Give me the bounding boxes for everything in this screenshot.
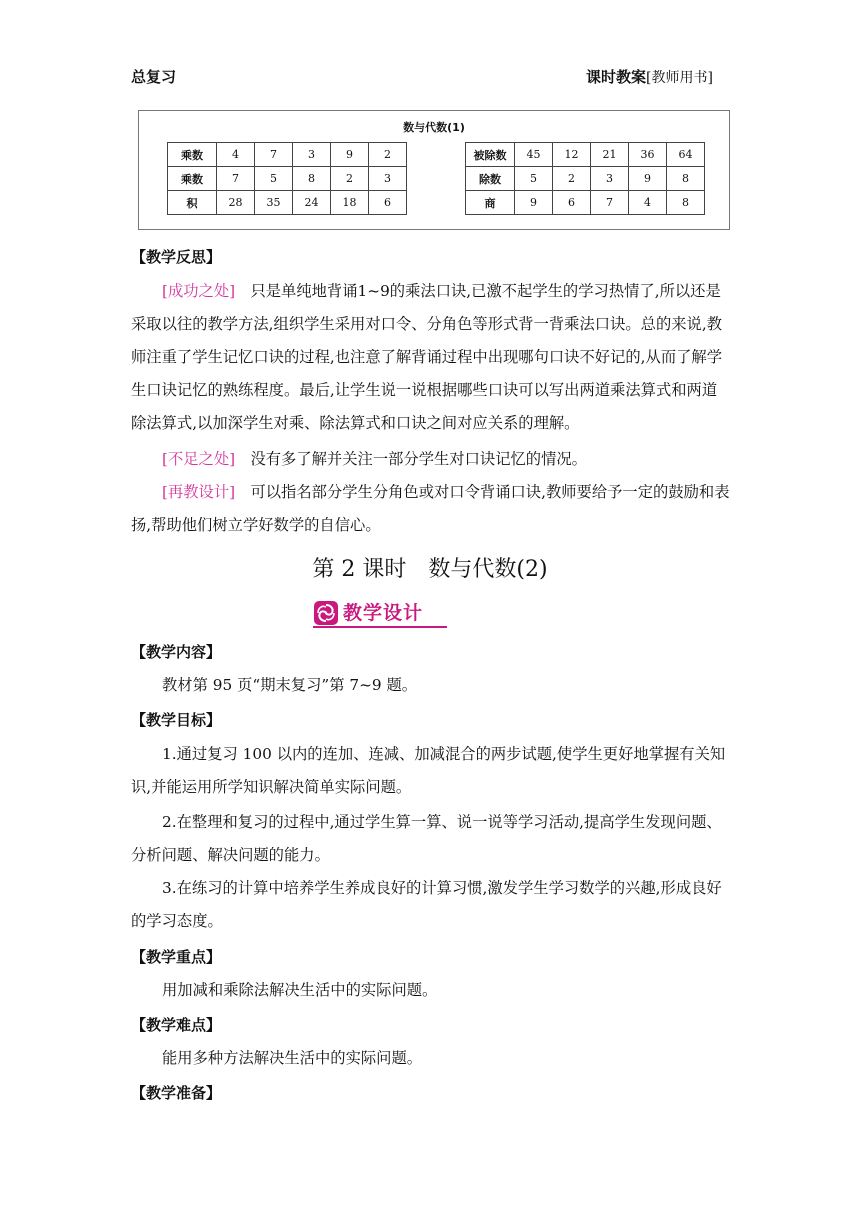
goal-item-3: 3.在练习的计算中培养学生养成良好的计算习惯,激发学生学习数学的兴趣,形成良好的学习态度。 bbox=[131, 879, 722, 930]
table-row bbox=[168, 191, 407, 215]
table-cell: 9 bbox=[331, 143, 369, 167]
table-cell: 8 bbox=[293, 167, 331, 191]
table-cell: 5 bbox=[255, 167, 293, 191]
table-row bbox=[168, 167, 407, 191]
header-book-name: 课时教案 bbox=[586, 68, 647, 86]
success-tag: [成功之处] bbox=[162, 282, 236, 300]
difficulty-text: 能用多种方法解决生活中的实际问题。 bbox=[162, 1049, 423, 1067]
swirl-icon bbox=[313, 600, 339, 626]
table-cell: 除数 bbox=[466, 167, 515, 191]
table-cell: 积 bbox=[168, 191, 217, 215]
table-cell: 18 bbox=[331, 191, 369, 215]
content-heading: 【教学内容】 bbox=[131, 643, 222, 661]
table-cell: 3 bbox=[293, 143, 331, 167]
key-point-text: 用加减和乘除法解决生活中的实际问题。 bbox=[162, 981, 438, 999]
table-cell: 8 bbox=[667, 191, 705, 215]
table-row bbox=[168, 143, 407, 167]
table-cell: 3 bbox=[369, 167, 407, 191]
multiplication-table bbox=[167, 142, 407, 215]
table-row bbox=[466, 143, 705, 167]
difficulty-heading: 【教学难点】 bbox=[131, 1016, 222, 1034]
table-row bbox=[466, 191, 705, 215]
table-cell: 28 bbox=[217, 191, 255, 215]
table-cell: 乘数 bbox=[168, 143, 217, 167]
table-cell: 6 bbox=[369, 191, 407, 215]
table-cell: 2 bbox=[553, 167, 591, 191]
figure-title: 数与代数(1) bbox=[403, 121, 465, 134]
shortfall-tag: [不足之处] bbox=[162, 450, 236, 468]
redesign-text: 可以指名部分学生分角色或对口令背诵口诀,教师要给予一定的鼓励和表扬,帮助他们树立学好数学的自信心。 bbox=[131, 483, 730, 534]
table-cell: 6 bbox=[553, 191, 591, 215]
figure-multiplication-division-tables bbox=[138, 110, 730, 230]
lesson-title: 第 2 课时 数与代数(2) bbox=[312, 557, 548, 582]
reflection-success-paragraph bbox=[131, 275, 731, 440]
shortfall-text: 没有多了解并关注一部分学生对口诀记忆的情况。 bbox=[250, 450, 587, 468]
table-cell: 7 bbox=[255, 143, 293, 167]
table-cell: 7 bbox=[591, 191, 629, 215]
table-cell: 45 bbox=[515, 143, 553, 167]
table-cell: 2 bbox=[369, 143, 407, 167]
success-text: 只是单纯地背诵1~9的乘法口诀,已激不起学生的学习热情了,所以还是采取以往的教学方法,组织学生采用对口令、分角色等形式背一背乘法口诀。总的来说,教师注重了学生记忆口诀的过程,也注意了解背诵过程中出现哪句口诀不好记的,从而了解学生口诀记忆的熟练程度。最后,让学生说一说根据哪些口诀可以写出两道乘法算式和两道除法算式,以加深学生对乘、除法算式和口诀之间对应关系的理解。 bbox=[131, 282, 723, 432]
table-cell: 2 bbox=[331, 167, 369, 191]
goals-heading: 【教学目标】 bbox=[131, 711, 222, 729]
table-cell: 被除数 bbox=[466, 143, 515, 167]
content-text: 教材第 95 页“期末复习”第 7~9 题。 bbox=[162, 676, 418, 694]
table-cell: 9 bbox=[515, 191, 553, 215]
table-cell: 9 bbox=[629, 167, 667, 191]
reflection-redesign-paragraph bbox=[131, 476, 731, 542]
reflection-shortfall-paragraph bbox=[131, 443, 731, 476]
division-table bbox=[465, 142, 705, 215]
table-cell: 4 bbox=[629, 191, 667, 215]
table-row bbox=[466, 167, 705, 191]
table-cell: 24 bbox=[293, 191, 331, 215]
table-cell: 4 bbox=[217, 143, 255, 167]
header-section-title: 总复习 bbox=[131, 68, 177, 86]
goal-item-2: 2.在整理和复习的过程中,通过学生算一算、说一说等学习活动,提高学生发现问题、分析问题、解决问题的能力。 bbox=[131, 813, 722, 864]
key-point-heading: 【教学重点】 bbox=[131, 948, 222, 966]
table-cell: 21 bbox=[591, 143, 629, 167]
table-cell: 12 bbox=[553, 143, 591, 167]
preparation-heading: 【教学准备】 bbox=[131, 1084, 222, 1102]
design-banner-text: 教学设计 bbox=[343, 602, 424, 624]
header-book-subtitle: [教师用书] bbox=[646, 70, 713, 86]
table-cell: 8 bbox=[667, 167, 705, 191]
table-cell: 5 bbox=[515, 167, 553, 191]
goal-item-1: 1.通过复习 100 以内的连加、连减、加减混合的两步试题,使学生更好地掌握有关知识,并能运用所学知识解决简单实际问题。 bbox=[131, 745, 726, 796]
header-book-title bbox=[586, 66, 713, 87]
table-cell: 7 bbox=[217, 167, 255, 191]
table-cell: 乘数 bbox=[168, 167, 217, 191]
table-cell: 36 bbox=[629, 143, 667, 167]
reflection-heading: 【教学反思】 bbox=[131, 248, 222, 266]
table-cell: 64 bbox=[667, 143, 705, 167]
design-banner-underline bbox=[313, 626, 447, 628]
table-cell: 商 bbox=[466, 191, 515, 215]
redesign-tag: [再教设计] bbox=[162, 483, 236, 501]
table-cell: 3 bbox=[591, 167, 629, 191]
table-cell: 35 bbox=[255, 191, 293, 215]
